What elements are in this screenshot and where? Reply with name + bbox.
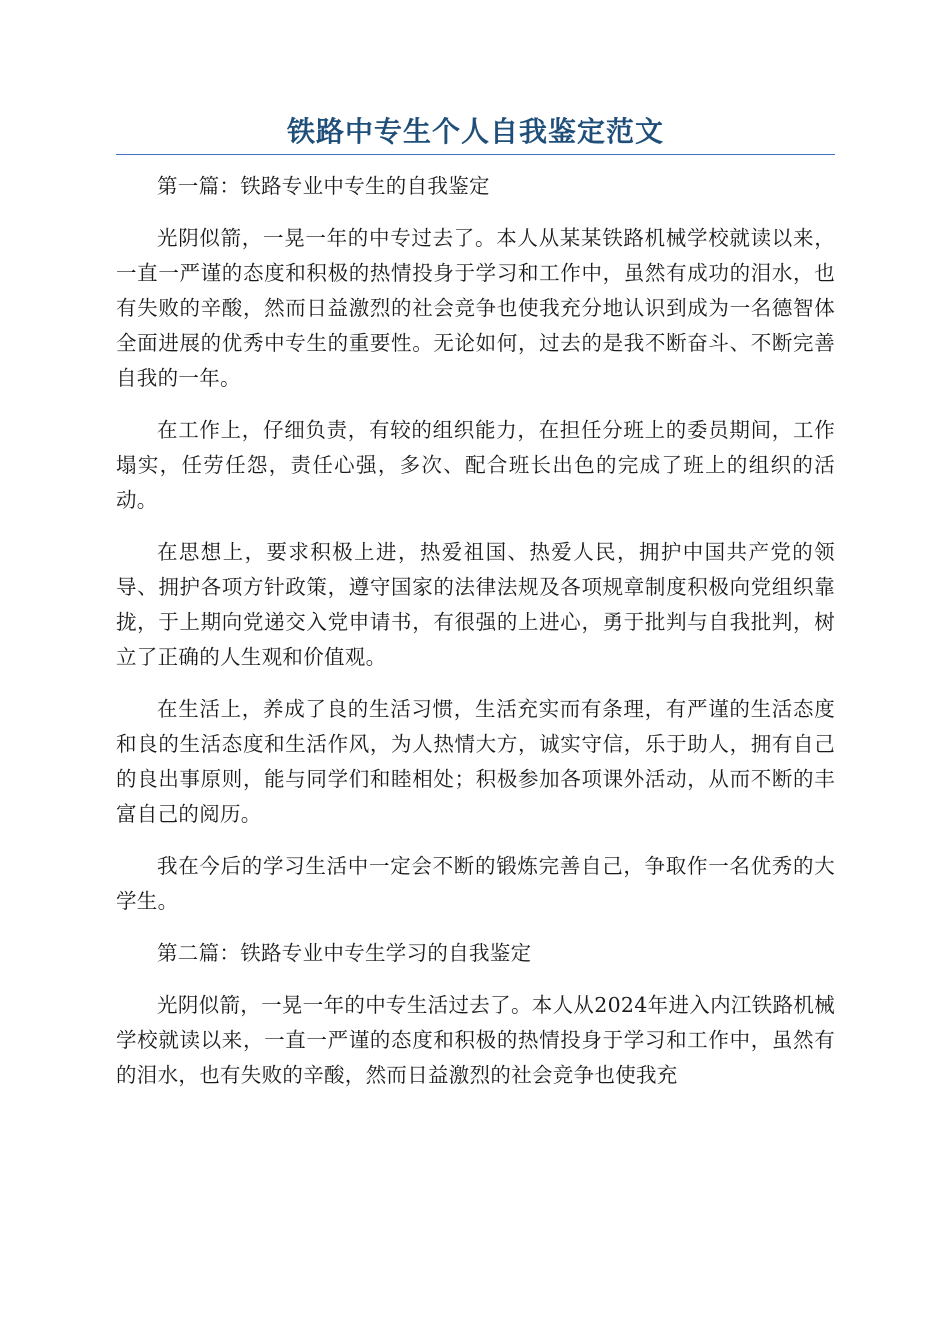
title-underline (116, 154, 835, 155)
body-paragraph: 在思想上，要求积极上进，热爱祖国、热爱人民，拥护中国共产党的领导、拥护各项方针政策，遵守国家的法律法规及各项规章制度积极向党组织靠拢，于上期向党递交入党申请书，有很强的上进心，勇于批判与自我批判，树立了正确的人生观和价值观。 (116, 540, 835, 669)
document-page (116, 112, 835, 1110)
body-paragraph: 光阴似箭，一晃一年的中专过去了。本人从某某铁路机械学校就读以来，一直一严谨的态度和积极的热情投身于学习和工作中，虽然有成功的泪水，也有失败的辛酸，然而日益激烈的社会竞争也使我充分地认识到成为一名德智体全面进展的优秀中专生的重要性。无论如何，过去的是我不断奋斗、不断完善自我的一年。 (116, 226, 835, 390)
body-paragraph: 光阴似箭，一晃一年的中专生活过去了。本人从2024年进入内江铁路机械学校就读以来，一直一严谨的态度和积极的热情投身于学习和工作中，虽然有的泪水，也有失败的辛酸，然而日益激烈的社会竞争也使我充 (116, 993, 835, 1087)
document-title: 铁路中专生个人自我鉴定范文 (286, 115, 664, 148)
section-heading-2: 第二篇：铁路专业中专生学习的自我鉴定 (157, 941, 532, 965)
body-paragraph: 在工作上，仔细负责，有较的组织能力，在担任分班上的委员期间，工作塌实，任劳任怨，责任心强，多次、配合班长出色的完成了班上的组织的活动。 (116, 418, 835, 512)
body-paragraph: 在生活上，养成了良的生活习惯，生活充实而有条理，有严谨的生活态度和良的生活态度和生活作风，为人热情大方，诚实守信，乐于助人，拥有自己的良出事原则，能与同学们和睦相处；积极参加各项课外活动，从而不断的丰富自己的阅历。 (116, 697, 835, 826)
section-heading-1: 第一篇：铁路专业中专生的自我鉴定 (157, 174, 490, 198)
body-paragraph: 我在今后的学习生活中一定会不断的锻炼完善自己，争取作一名优秀的大学生。 (116, 854, 835, 913)
